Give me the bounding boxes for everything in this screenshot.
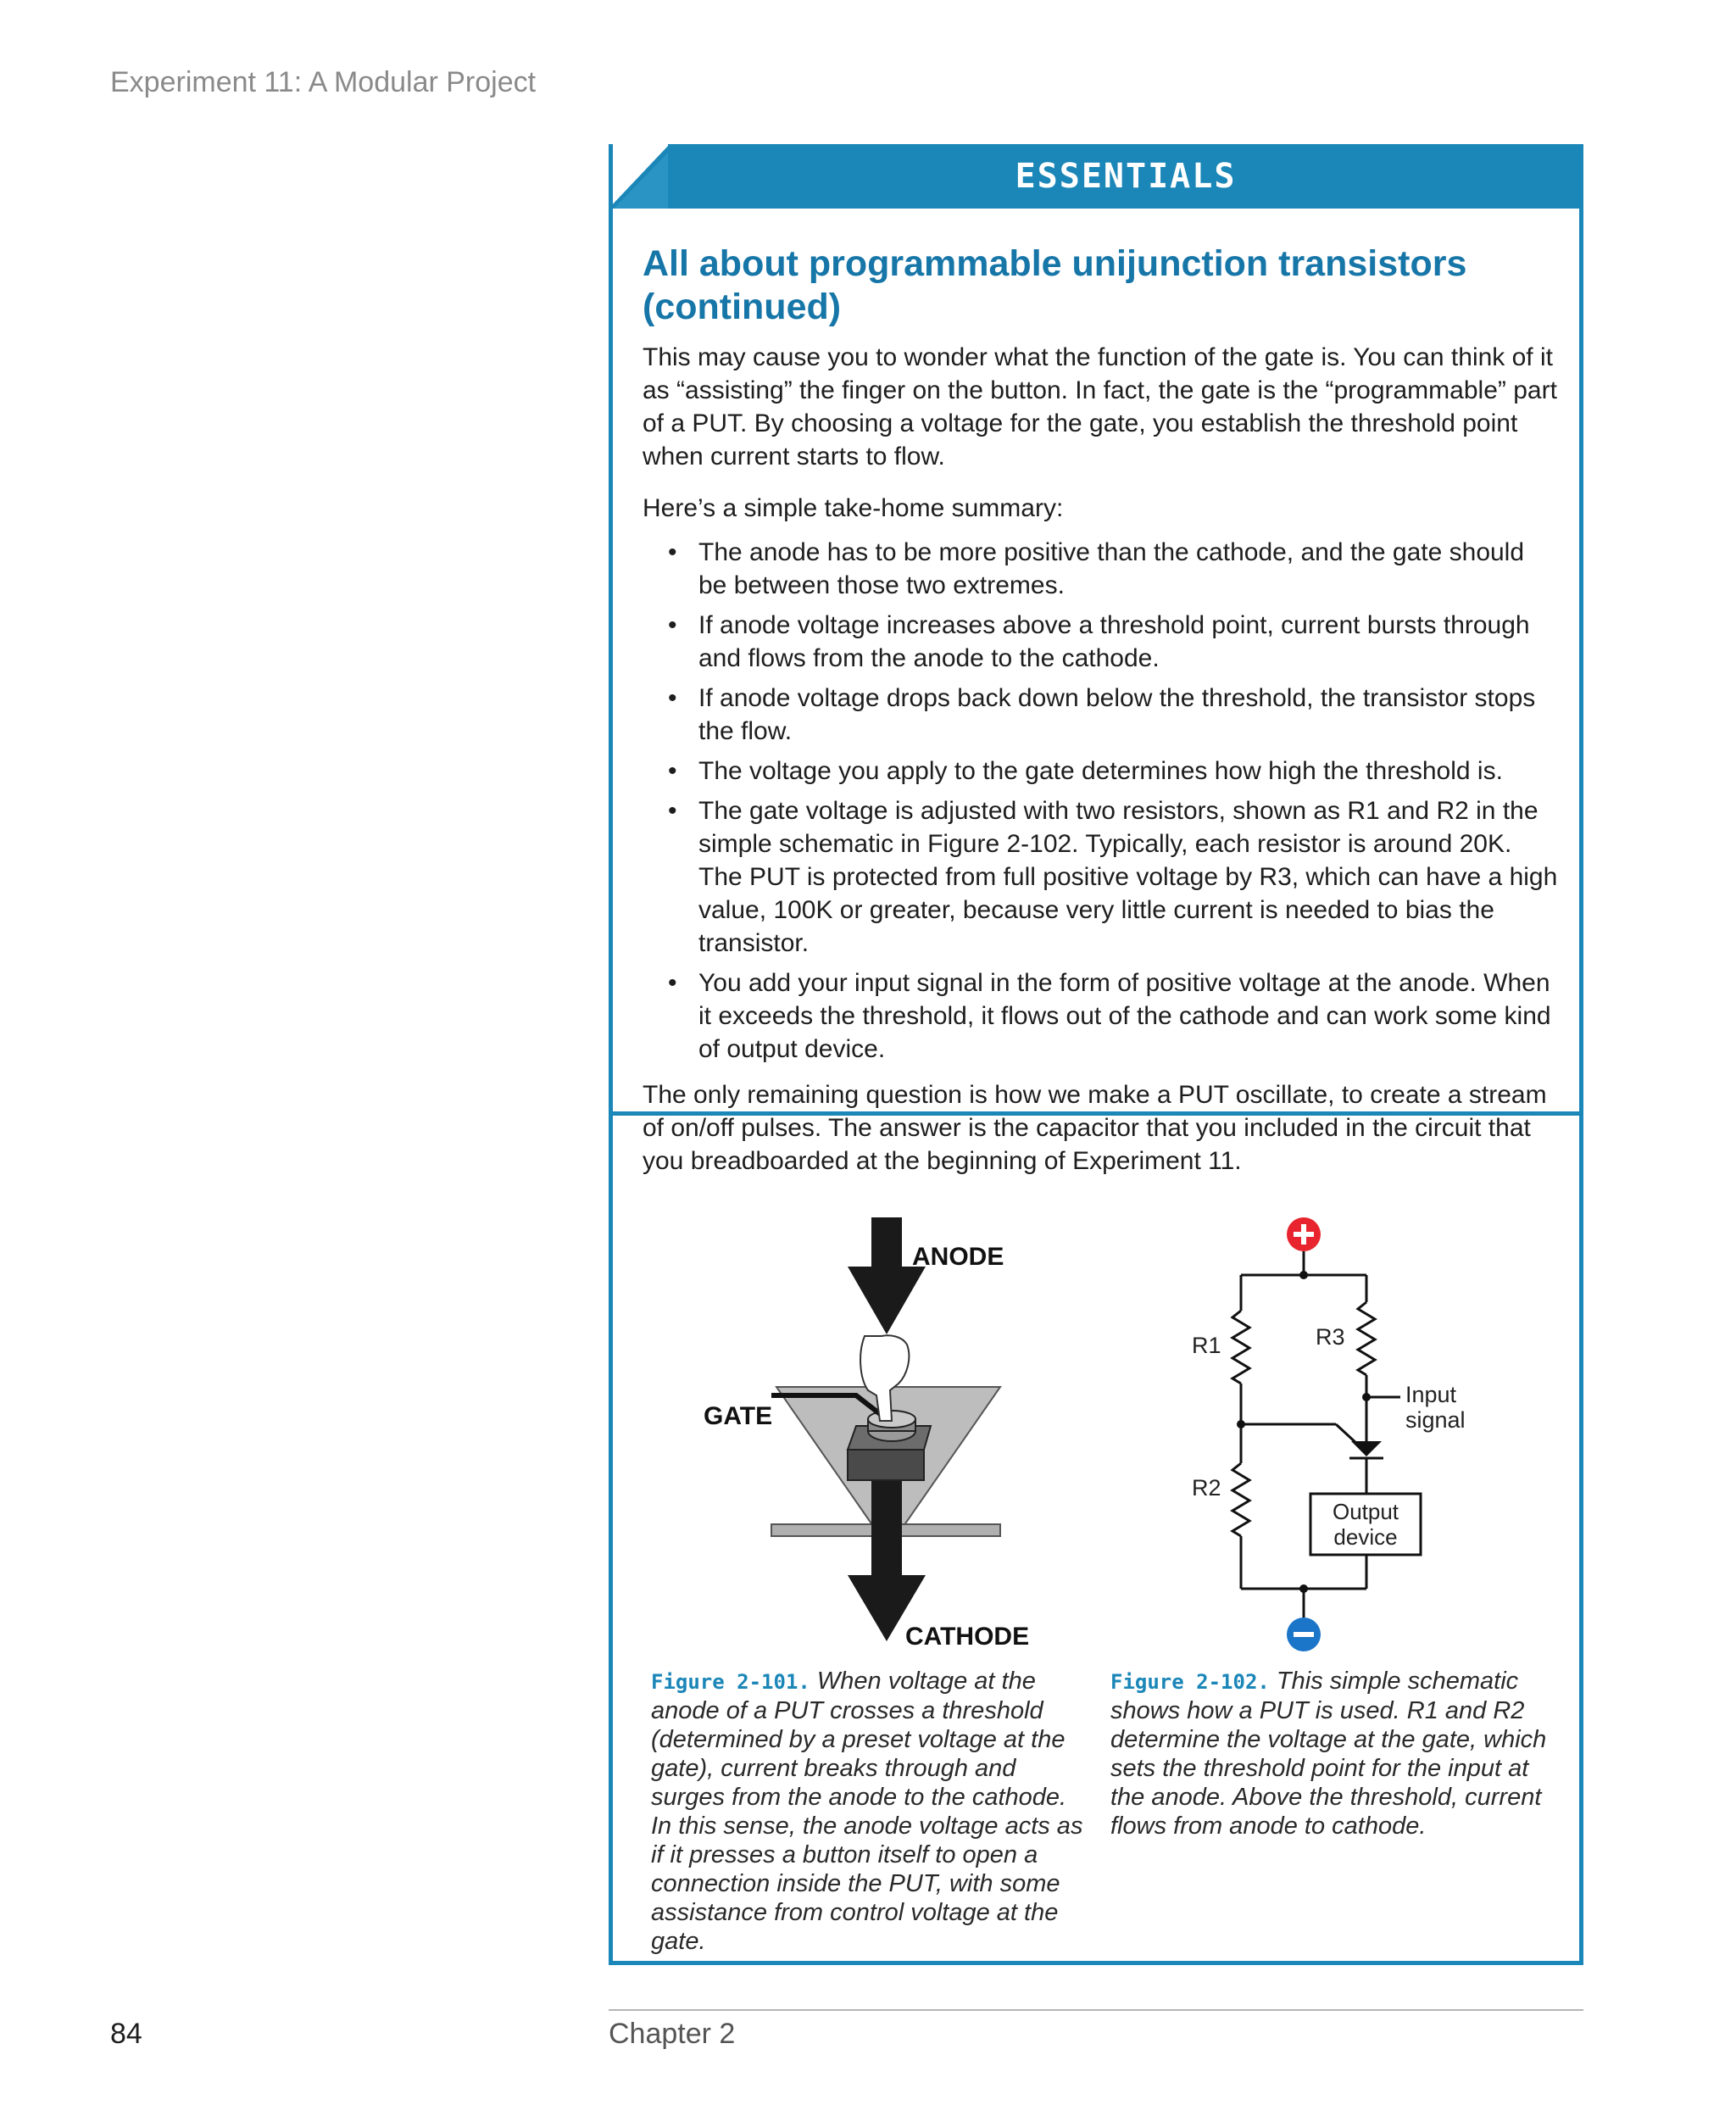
figure-101-illustration xyxy=(704,1209,1136,1667)
box-title: All about programmable unijunction transistors (continued) xyxy=(643,243,1467,327)
figure-101-label: Figure 2-101. xyxy=(651,1670,810,1694)
figure-102-caption-text: This simple schematic shows how a PUT is used. R1 and R2 determine the voltage at the gate, which sets the threshold point for the input at the anode. Above the threshold, current flows from anode to cathode. xyxy=(1110,1668,1547,1840)
essentials-label: ESSENTIALS xyxy=(1015,157,1237,196)
figure-102-schematic xyxy=(1170,1209,1560,1667)
chapter-label: Chapter 2 xyxy=(609,2018,736,2050)
intro-paragraph: This may cause you to wonder what the function of the gate is. You can think of it as “assisting” the finger on the button. In fact, the gate is the “programmable” part of a PUT. By choosing a voltage for the gate, you establish the threshold point when current starts to flow. xyxy=(643,343,1557,471)
running-head: Experiment 11: A Modular Project xyxy=(110,66,537,98)
essentials-header xyxy=(668,144,1583,209)
list-item: • The gate voltage is adjusted with two resistors, shown as R1 and R2 in the simple schematic in Figure 2-102. Typically, each resistor is around 20K. The PUT is protected from full positive voltage by R3, which can have a high value, 100K or greater, because very little current is needed to bias the transistor. xyxy=(668,797,1558,957)
footer-rule xyxy=(609,2009,1583,2011)
list-item: • If anode voltage increases above a threshold point, current bursts through and flows from the anode to the cathode. xyxy=(668,611,1530,672)
input-label-2: signal xyxy=(1405,1407,1466,1433)
r2-label: R2 xyxy=(1192,1475,1221,1501)
figure-102-caption xyxy=(1110,1667,1555,1840)
page-number: 84 xyxy=(110,2018,142,2050)
figure-101-caption-text: When voltage at the anode of a PUT crosses a threshold (determined by a preset voltage at the gate), current breaks through and surges from the anode to the cathode. In this sense, the anode voltage acts as if it presses a button itself to open a connection inside the PUT, with some assistance from control voltage at the gate. xyxy=(651,1668,1083,1955)
output-label-2: device xyxy=(1333,1524,1398,1550)
input-label-1: Input xyxy=(1405,1382,1457,1407)
list-item: • The anode has to be more positive than the cathode, and the gate should be between those two extremes. xyxy=(668,538,1525,599)
summary-list xyxy=(643,536,1558,1072)
figure-102-label: Figure 2-102. xyxy=(1110,1670,1270,1694)
r1-label: R1 xyxy=(1192,1333,1221,1358)
closing-paragraph: The only remaining question is how we make a PUT oscillate, to create a stream of on/off pulses. The answer is the capacitor that you included in the circuit that you breadboarded at the beginning of Experiment 11. xyxy=(643,1081,1547,1175)
anode-label: ANODE xyxy=(912,1243,1004,1271)
list-item: • The voltage you apply to the gate determines how high the threshold is. xyxy=(668,757,1503,785)
corner-tab-icon xyxy=(609,144,670,209)
list-item: • You add your input signal in the form of positive voltage at the anode. When it exceeds the threshold, it flows out of the cathode and can work some kind of output device. xyxy=(668,969,1551,1063)
list-item: • If anode voltage drops back down below the threshold, the transistor stops the flow. xyxy=(668,684,1536,745)
gate-label: GATE xyxy=(704,1402,773,1430)
output-label-1: Output xyxy=(1332,1499,1399,1524)
r3-label: R3 xyxy=(1316,1324,1345,1350)
cathode-label: CATHODE xyxy=(905,1623,1030,1651)
summary-lead: Here’s a simple take-home summary: xyxy=(643,494,1064,522)
figure-101-caption xyxy=(651,1667,1092,1956)
